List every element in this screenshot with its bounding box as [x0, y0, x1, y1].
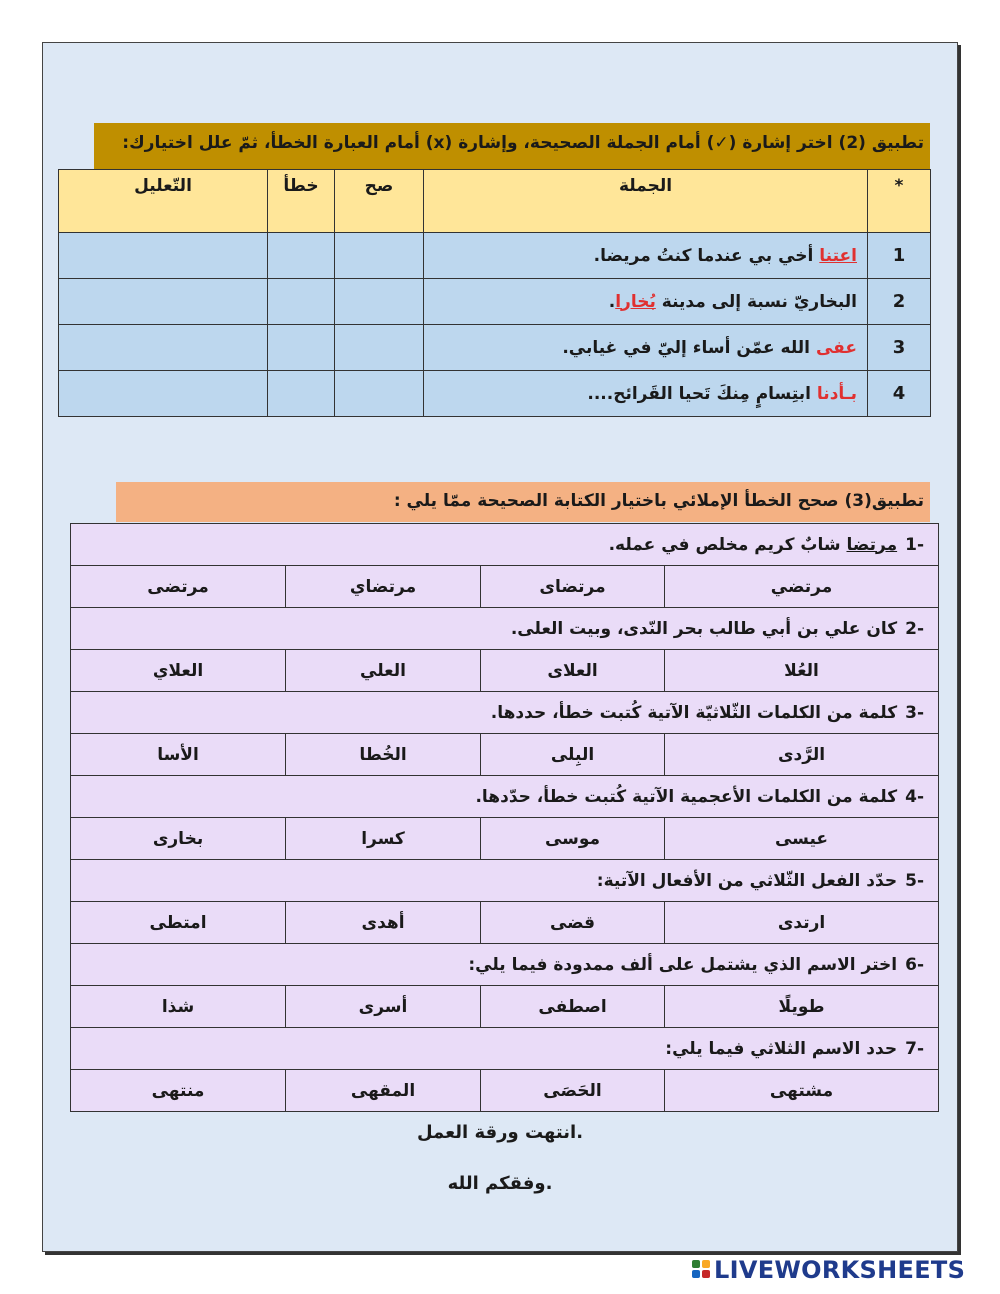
answer-option[interactable]: اصطفى	[481, 986, 665, 1028]
answer-option[interactable]: بخارى	[71, 818, 286, 860]
answer-option[interactable]: مرتضي	[665, 566, 939, 608]
options-row	[71, 902, 939, 944]
end-note: انتهت ورقة العمل.	[416, 1122, 584, 1143]
highlighted-word: بُخارا	[615, 291, 656, 312]
options-row	[71, 818, 939, 860]
answer-option[interactable]: الرَّدى	[665, 734, 939, 776]
reason-answer-box[interactable]	[59, 233, 268, 279]
wrong-answer-box[interactable]	[268, 371, 335, 417]
reason-answer-box[interactable]	[59, 279, 268, 325]
wrong-answer-box[interactable]	[268, 279, 335, 325]
answer-option[interactable]: البِلى	[481, 734, 665, 776]
answer-option[interactable]: مرتضاى	[481, 566, 665, 608]
liveworksheets-logo	[690, 1256, 990, 1284]
question-cell	[71, 1028, 939, 1070]
reason-answer-box[interactable]	[59, 371, 268, 417]
reason-answer-box[interactable]	[59, 325, 268, 371]
question-cell	[71, 860, 939, 902]
row-number: 4	[868, 371, 931, 417]
options-row	[71, 986, 939, 1028]
question-cell	[71, 944, 939, 986]
question-text: شابٌ كريم مخلص في عمله.	[608, 534, 847, 555]
correct-answer-box[interactable]	[335, 325, 424, 371]
section3-title: تطبيق(3) صحح الخطأ الإملائي باختيار الكتابة الصحيحة ممّا يلي :	[116, 482, 930, 522]
question-text: كان علي بن أبي طالب بحر النّدى، وبيت العلى.	[510, 618, 898, 639]
table-row	[59, 325, 931, 371]
answer-option[interactable]: العلي	[286, 650, 481, 692]
sentence-text: ابتِسامٍ مِنكَ تَحيا القَرائح....	[587, 383, 817, 404]
header-star: *	[868, 170, 931, 233]
question-text: كلمة من الكلمات الأعجمية الآتية كُتبت خطأ، حدّدها.	[475, 786, 898, 807]
table-row	[59, 233, 931, 279]
question-row	[71, 776, 939, 818]
question-row	[71, 860, 939, 902]
question-cell	[71, 776, 939, 818]
question-number: -7	[905, 1038, 925, 1059]
table-header-row	[59, 170, 931, 233]
wrong-answer-box[interactable]	[268, 325, 335, 371]
question-number: -4	[905, 786, 925, 807]
answer-option[interactable]: شذا	[71, 986, 286, 1028]
answer-option[interactable]: مرتضى	[71, 566, 286, 608]
question-row	[71, 944, 939, 986]
question-number: -2	[905, 618, 925, 639]
question-number: -1	[905, 534, 925, 555]
question-text: حدد الاسم الثلاثي فيما يلي:	[665, 1038, 898, 1059]
answer-option[interactable]: مشتهى	[665, 1070, 939, 1112]
spelling-quiz-table	[70, 523, 939, 1112]
highlighted-word: عفى	[815, 337, 857, 358]
question-number: -5	[905, 870, 925, 891]
question-cell	[71, 608, 939, 650]
question-text: حدّد الفعل الثّلاثي من الأفعال الآتية:	[596, 870, 898, 891]
question-cell	[71, 524, 939, 566]
question-text: كلمة من الكلمات الثّلاثيّة الآتية كُتبت خطأ، حددها.	[490, 702, 898, 723]
question-number: -3	[905, 702, 925, 723]
sentence-cell	[424, 233, 868, 279]
answer-option[interactable]: الحَصَى	[481, 1070, 665, 1112]
answer-option[interactable]: كسرا	[286, 818, 481, 860]
options-row	[71, 1070, 939, 1112]
answer-option[interactable]: مرتضاي	[286, 566, 481, 608]
sentence-cell	[424, 279, 868, 325]
highlighted-word: أدنا	[816, 383, 845, 404]
question-row	[71, 524, 939, 566]
options-row	[71, 566, 939, 608]
answer-option[interactable]: منتهى	[71, 1070, 286, 1112]
sentence-text: البخاريّ نسبة إلى مدينة	[655, 291, 857, 312]
sentence-text: بـ	[844, 383, 857, 404]
question-row	[71, 1028, 939, 1070]
row-number: 2	[868, 279, 931, 325]
answer-option[interactable]: العلاي	[71, 650, 286, 692]
header-wrong: خطأ	[268, 170, 335, 233]
sentence-text: أخي بي عندما كنتُ مريضا.	[593, 245, 820, 266]
question-number: -6	[905, 954, 925, 975]
answer-option[interactable]: الخُطا	[286, 734, 481, 776]
question-text: اختر الاسم الذي يشتمل على ألف ممدودة فيما يلي:	[468, 954, 898, 975]
answer-option[interactable]: طويلًا	[665, 986, 939, 1028]
table-row	[59, 279, 931, 325]
answer-option[interactable]: المقهى	[286, 1070, 481, 1112]
wrong-answer-box[interactable]	[268, 233, 335, 279]
closing-wish: وفقكم الله.	[447, 1173, 553, 1194]
answer-option[interactable]: موسى	[481, 818, 665, 860]
true-false-table	[58, 169, 931, 417]
logo-square-icon	[702, 1260, 710, 1268]
row-number: 3	[868, 325, 931, 371]
question-row	[71, 608, 939, 650]
sentence-cell	[424, 325, 868, 371]
row-number: 1	[868, 233, 931, 279]
header-sentence: الجملة	[424, 170, 868, 233]
header-correct: صح	[335, 170, 424, 233]
options-row	[71, 650, 939, 692]
answer-option[interactable]: الأسا	[71, 734, 286, 776]
logo-square-icon	[692, 1270, 700, 1278]
answer-option[interactable]: أسرى	[286, 986, 481, 1028]
table-row	[59, 371, 931, 417]
correct-answer-box[interactable]	[335, 279, 424, 325]
question-row	[71, 692, 939, 734]
answer-option[interactable]: العلاى	[481, 650, 665, 692]
header-reason: التّعليل	[59, 170, 268, 233]
question-cell	[71, 692, 939, 734]
answer-option[interactable]: امتطى	[71, 902, 286, 944]
logo-square-icon	[692, 1260, 700, 1268]
correct-answer-box[interactable]	[335, 371, 424, 417]
sentence-cell	[424, 371, 868, 417]
logo-square-icon	[702, 1270, 710, 1278]
underlined-word: مرتضا	[846, 534, 898, 555]
answer-option[interactable]: عيسى	[665, 818, 939, 860]
logo-text: LIVEWORKSHEETS	[714, 1256, 966, 1284]
options-row	[71, 734, 939, 776]
answer-option[interactable]: ارتدى	[665, 902, 939, 944]
highlighted-word: اعتنا	[819, 245, 857, 266]
answer-option[interactable]: العُلا	[665, 650, 939, 692]
correct-answer-box[interactable]	[335, 233, 424, 279]
answer-option[interactable]: قضى	[481, 902, 665, 944]
section2-title: تطبيق (2) اختر إشارة (✓) أمام الجملة الصحيحة، وإشارة (x) أمام العبارة الخطأ، ثمّ علل اختيارك:	[94, 123, 930, 169]
sentence-text: الله عمّن أساء إليّ في غيابي.	[562, 337, 816, 358]
answer-option[interactable]: أهدى	[286, 902, 481, 944]
sentence-text: .	[608, 291, 616, 312]
